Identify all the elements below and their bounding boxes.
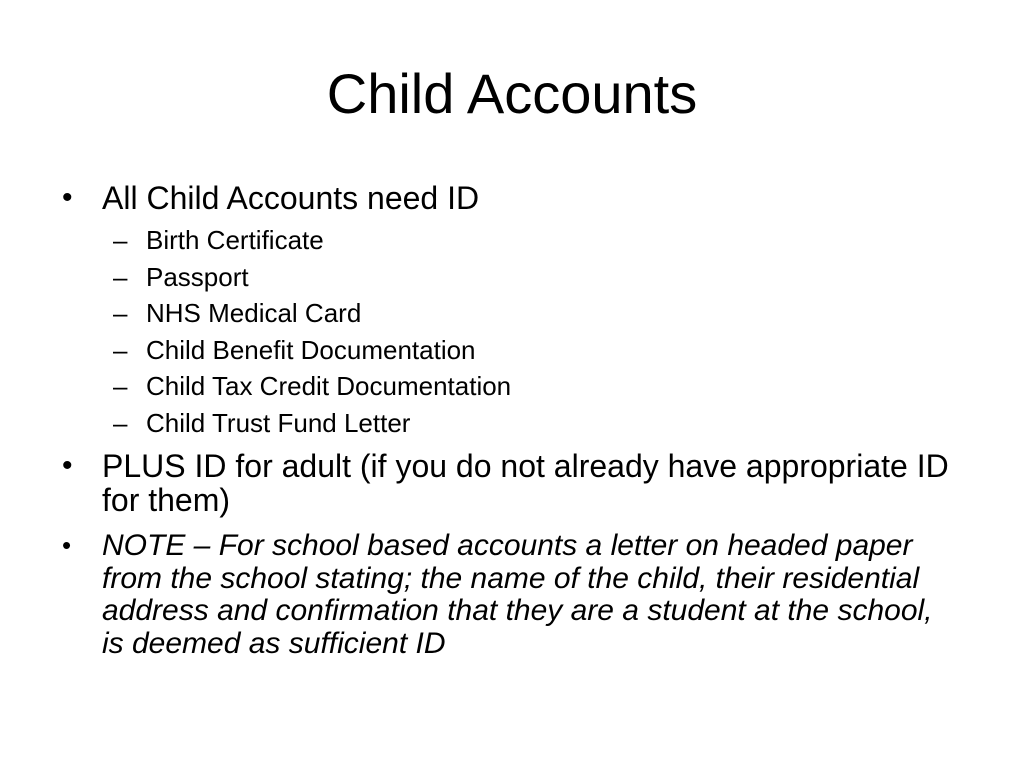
list-item: [113, 298, 813, 335]
dash-marker: –: [113, 298, 128, 329]
bullet-child-id: [62, 181, 962, 215]
bullet-text: NOTE – For school based accounts a letter on headed paper from the school stating; the name of the child, their residential address and confirmation that they are a student at the school, is deemed as sufficient ID: [102, 529, 933, 660]
bullet-text: PLUS ID for adult (if you do not already have appropriate ID for them): [102, 448, 949, 518]
slide-title: Child Accounts: [326, 62, 698, 125]
dash-marker: –: [113, 334, 128, 365]
list-item: [113, 408, 813, 445]
list-item-text: Passport: [146, 261, 249, 292]
dash-marker: –: [113, 371, 128, 402]
dash-marker: –: [113, 261, 128, 292]
list-item: [113, 371, 813, 408]
list-item-text: Child Tax Credit Documentation: [146, 371, 512, 402]
bullet-school-note: [62, 530, 962, 660]
bullet-marker: •: [62, 530, 72, 560]
list-item: [113, 335, 813, 372]
list-item-text: Birth Certificate: [146, 225, 324, 255]
bullet-marker: •: [62, 181, 73, 214]
id-document-list: [113, 225, 813, 445]
dash-marker: –: [113, 407, 128, 438]
bullet-text: All Child Accounts need ID: [102, 180, 480, 216]
list-item: [113, 225, 813, 262]
list-item-text: Child Benefit Documentation: [146, 334, 476, 365]
bullet-marker: •: [62, 449, 73, 482]
list-item-text: NHS Medical Card: [146, 298, 362, 329]
bullet-adult-id: [62, 449, 962, 517]
list-item-text: Child Trust Fund Letter: [146, 407, 411, 438]
dash-marker: –: [113, 225, 128, 255]
list-item: [113, 262, 813, 299]
